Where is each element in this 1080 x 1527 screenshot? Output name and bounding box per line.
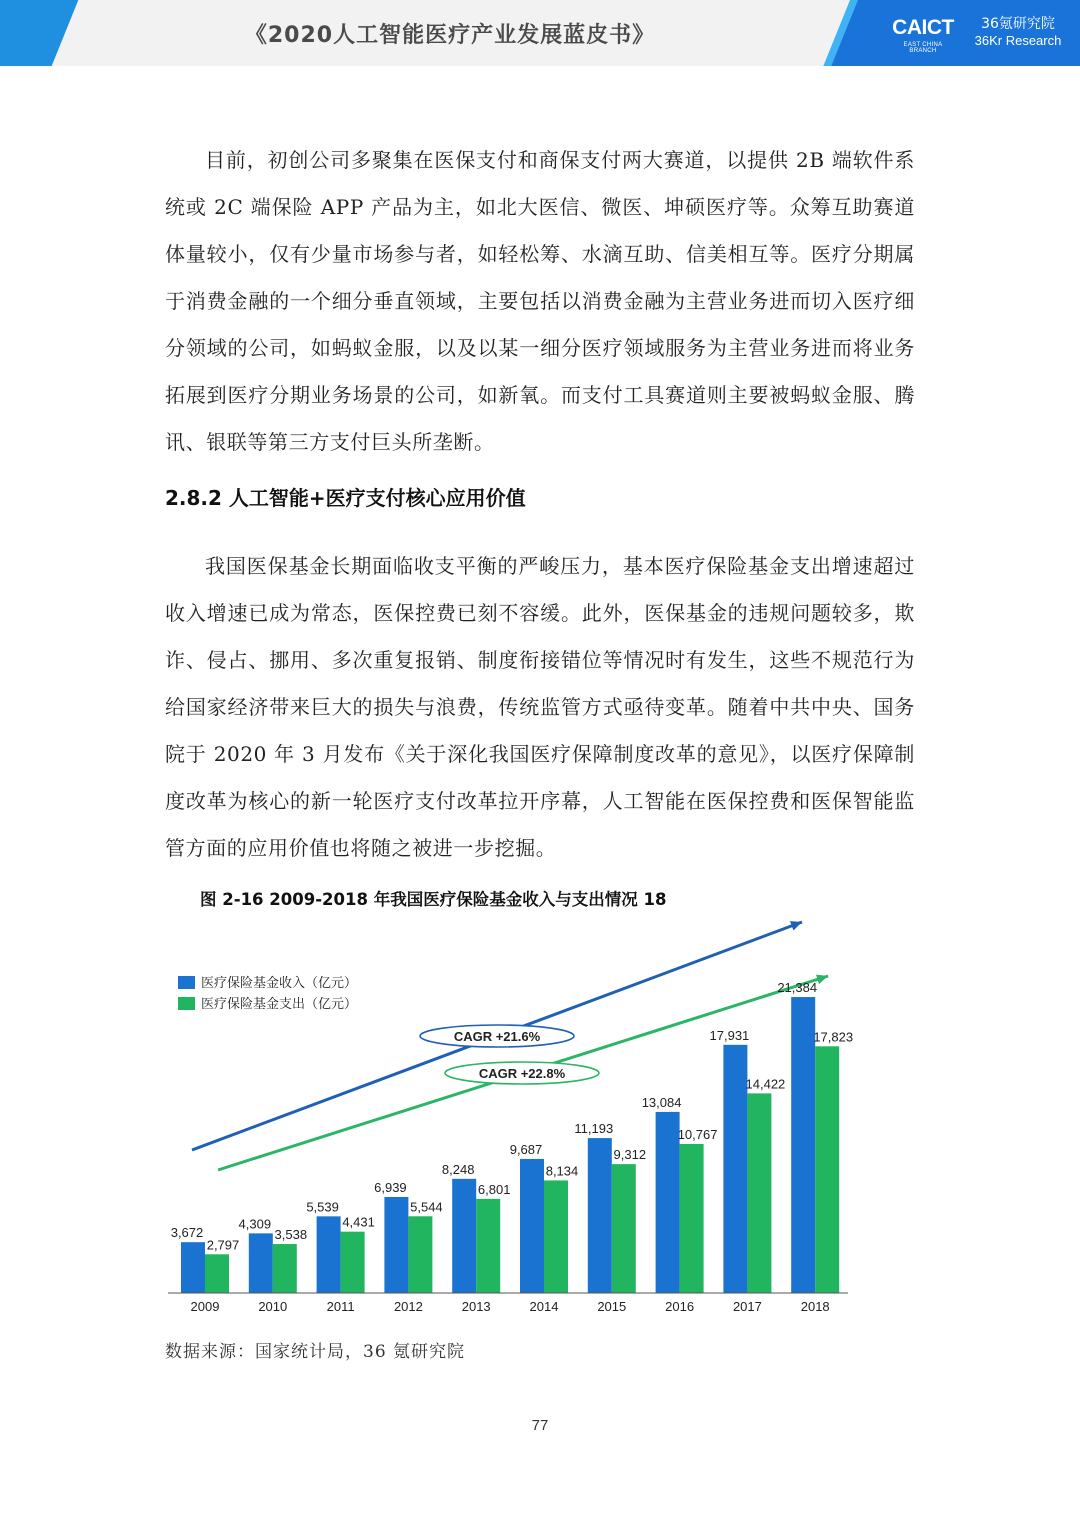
value-label-2012-expense: 5,544 (410, 1199, 443, 1215)
value-label-2015-expense: 9,312 (613, 1147, 647, 1163)
x-tick-label-2010: 2010 (258, 1299, 288, 1314)
bar-2014-income (520, 1159, 544, 1293)
cagr-income-label: CAGR +21.6% (453, 1029, 541, 1044)
value-label-2010-expense: 3,538 (274, 1227, 308, 1243)
x-tick-label-2013: 2013 (461, 1299, 491, 1314)
insurance-fund-chart (0, 900, 1080, 1320)
bar-2018-expense (815, 1046, 839, 1293)
bar-2018-income (791, 997, 815, 1293)
legend-label-1: 医疗保险基金收入（亿元） (201, 976, 358, 991)
section-heading: 2.8.2 人工智能+医疗支付核心应用价值 (165, 486, 526, 510)
bar-2017-income (723, 1045, 747, 1293)
page-header (0, 0, 1080, 66)
bar-2013-expense (476, 1199, 500, 1293)
legend-swatch-1 (178, 976, 195, 989)
value-label-2017-income: 17,931 (709, 1027, 750, 1043)
cagr-income-arrowhead (790, 921, 802, 930)
36kr-logo (968, 16, 1068, 49)
value-label-2011-income: 5,539 (306, 1199, 339, 1215)
bar-2015-expense (612, 1164, 636, 1293)
x-tick-label-2017: 2017 (732, 1299, 762, 1314)
x-tick-label-2014: 2014 (529, 1299, 559, 1314)
value-label-2011-expense: 4,431 (342, 1214, 375, 1230)
paragraph-startups: 目前，初创公司多聚集在医保支付和商保支付两大赛道，以提供 2B 端软件系统或 2C 端保险 APP 产品为主，如北大医信、微医、坤硕医疗等。众筹互助赛道体量较小，仅有少量市场参与者，如轻松筹、水滴互助、信美相互等。医疗分期属于消费金融的一个细分垂直领域，主要包括以消费金融为主营业务进而切入医疗细分领域的公司，如蚂蚁金服，以及以某一细分医疗领域服务为主营业务进而将业务拓展到医疗分期业务场景的公司，如新氧。而支付工具赛道则主要被蚂蚁金服、腾讯、银联等第三方支付巨头所垄断。 (165, 148, 915, 454)
bar-2011-expense (341, 1232, 365, 1293)
value-label-2013-income: 8,248 (441, 1161, 475, 1177)
chart-legend (178, 975, 357, 1012)
value-label-2012-income: 6,939 (374, 1179, 407, 1195)
bar-2013-income (452, 1179, 476, 1293)
bar-2011-income (317, 1216, 341, 1293)
figure-title: 图 2-16 2009-2018 年我国医疗保险基金收入与支出情况 18 (200, 890, 667, 909)
legend-swatch-2 (178, 997, 195, 1010)
bar-2009-expense (205, 1254, 229, 1293)
value-label-2016-income: 13,084 (641, 1094, 682, 1110)
x-tick-label-2011: 2011 (326, 1299, 355, 1314)
value-label-2015-income: 11,193 (574, 1121, 614, 1137)
page-number: 77 (531, 1417, 549, 1434)
value-label-2014-income: 9,687 (509, 1141, 543, 1157)
36kr-logo-cn: 36氪研究院 (981, 16, 1055, 32)
value-label-2016-expense: 10,767 (677, 1126, 718, 1142)
36kr-logo-en: 36Kr Research (974, 33, 1062, 48)
data-source: 数据来源：国家统计局，36 氪研究院 (165, 1342, 466, 1362)
x-tick-label-2012: 2012 (393, 1299, 423, 1314)
bar-2009-income (181, 1242, 205, 1293)
bar-2012-expense (408, 1216, 432, 1293)
value-label-2009-income: 3,672 (170, 1225, 204, 1241)
value-label-2014-expense: 8,134 (545, 1163, 579, 1179)
bar-2010-expense (273, 1244, 297, 1293)
x-tick-label-2009: 2009 (190, 1299, 220, 1314)
bar-2017-expense (747, 1093, 771, 1293)
value-label-2009-expense: 2,797 (206, 1237, 240, 1253)
bar-2015-income (588, 1138, 612, 1293)
cagr-expense-arrowhead (816, 975, 828, 985)
x-tick-label-2016: 2016 (665, 1299, 695, 1314)
value-label-2018-expense: 17,823 (813, 1029, 854, 1045)
cagr-expense-label: CAGR +22.8% (478, 1066, 566, 1081)
value-label-2018-income: 21,384 (777, 980, 818, 996)
bar-2010-income (249, 1233, 273, 1293)
value-label-2013-expense: 6,801 (477, 1181, 511, 1197)
value-label-2010-income: 4,309 (238, 1216, 272, 1232)
chart-axis (168, 1293, 848, 1314)
bar-2012-income (384, 1197, 408, 1293)
x-tick-label-2015: 2015 (597, 1299, 627, 1314)
value-label-2017-expense: 14,422 (745, 1076, 786, 1092)
caict-logo (890, 17, 956, 54)
caict-logo-subtext: EAST CHINA BRANCH (903, 42, 943, 54)
bar-2016-income (656, 1112, 680, 1293)
bar-2014-expense (544, 1180, 568, 1293)
x-tick-label-2018: 2018 (800, 1299, 830, 1314)
document-title: 《2020人工智能医疗产业发展蓝皮书》 (244, 23, 656, 48)
caict-logo-text: CAICT (892, 16, 954, 39)
paragraph-insurance-fund: 我国医保基金长期面临收支平衡的严峻压力，基本医疗保险基金支出增速超过收入增速已成为常态，医保控费已刻不容缓。此外，医保基金的违规问题较多，欺诈、侵占、挪用、多次重复报销、制度衔接错位等情况时有发生，这些不规范行为给国家经济带来巨大的损失与浪费，传统监管方式亟待变革。随着中共中央、国务院于 2020 年 3 月发布《关于深化我国医疗保障制度改革的意见》，以医疗保障制度改革为核心的新一轮医疗支付改革拉开序幕，人工智能在医保控费和医保智能监管方面的应用价值也将随之被进一步挖掘。 (165, 554, 915, 860)
legend-label-2: 医疗保险基金支出（亿元） (201, 997, 358, 1012)
bar-2016-expense (680, 1144, 704, 1293)
